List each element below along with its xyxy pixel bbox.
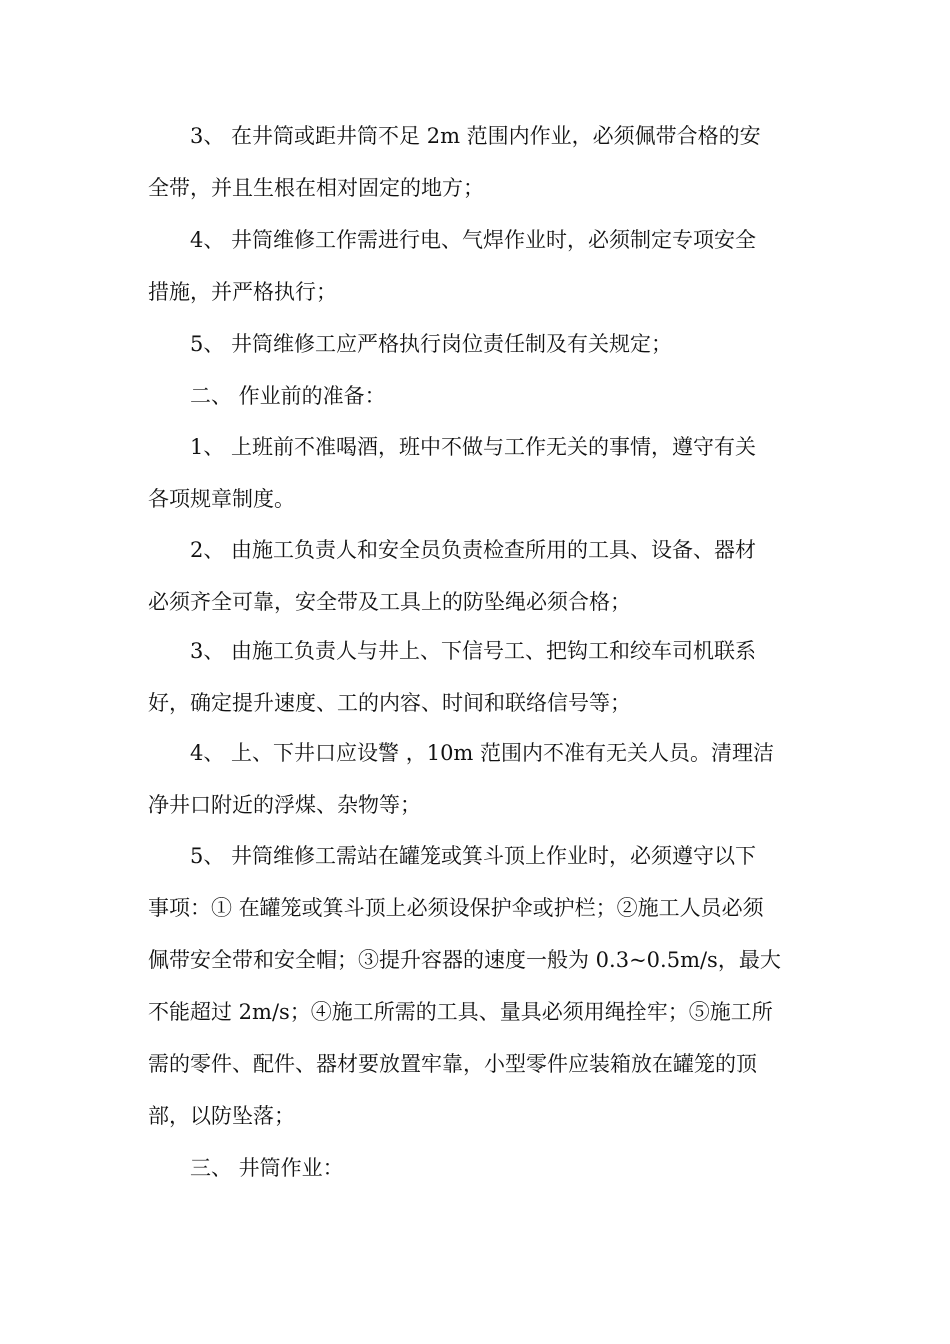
text-line: 5、 井筒维修工应严格执行岗位责任制及有关规定；	[190, 332, 673, 356]
text-line: 4、 上、下井口应设警 ，10m 范围内不准有无关人员。清理洁	[190, 741, 775, 765]
text-line: 5、 井筒维修工需站在罐笼或箕斗顶上作业时，必须遵守以下	[190, 844, 757, 868]
text-line: 事项：① 在罐笼或箕斗顶上必须设保护伞或护栏；②施工人员必须	[148, 896, 764, 920]
paragraph	[148, 727, 808, 831]
text-line: 二、 作业前的准备：	[190, 384, 386, 408]
text-line: 三、 井筒作业：	[190, 1156, 344, 1180]
text-line: 佩带安全带和安全帽；③提升容器的速度一般为 0.3~0.5m/s，最大	[148, 948, 781, 972]
paragraph	[148, 318, 808, 370]
paragraph	[148, 830, 808, 1142]
paragraph	[148, 214, 808, 318]
text-line: 1、 上班前不准喝酒，班中不做与工作无关的事情，遵守有关	[190, 435, 757, 459]
text-line: 部，以防坠落；	[148, 1104, 295, 1128]
paragraph	[148, 625, 808, 729]
text-line: 3、 在井筒或距井筒不足 2m 范围内作业，必须佩带合格的安	[190, 124, 761, 148]
text-line: 全带，并且生根在相对固定的地方；	[148, 176, 484, 200]
section-heading	[148, 1142, 808, 1194]
text-line: 措施，并严格执行；	[148, 280, 337, 304]
paragraph	[148, 421, 808, 525]
text-line: 必须齐全可靠，安全带及工具上的防坠绳必须合格；	[148, 590, 631, 614]
text-line: 需的零件、配件、器材要放置牢靠，小型零件应装箱放在罐笼的顶	[148, 1052, 757, 1076]
text-line: 3、 由施工负责人与井上、下信号工、把钩工和绞车司机联系	[190, 639, 757, 663]
text-line: 4、 井筒维修工作需进行电、气焊作业时，必须制定专项安全	[190, 228, 757, 252]
text-line: 好，确定提升速度、工的内容、时间和联络信号等；	[148, 691, 631, 715]
text-line: 各项规章制度。	[148, 487, 295, 511]
text-line: 2、 由施工负责人和安全员负责检查所用的工具、设备、器材	[190, 538, 757, 562]
text-line: 不能超过 2m/s；④施工所需的工具、量具必须用绳拴牢；⑤施工所	[148, 1000, 773, 1024]
paragraph	[148, 110, 808, 214]
paragraph	[148, 524, 808, 628]
text-line: 净井口附近的浮煤、杂物等；	[148, 793, 421, 817]
section-heading	[148, 370, 808, 422]
